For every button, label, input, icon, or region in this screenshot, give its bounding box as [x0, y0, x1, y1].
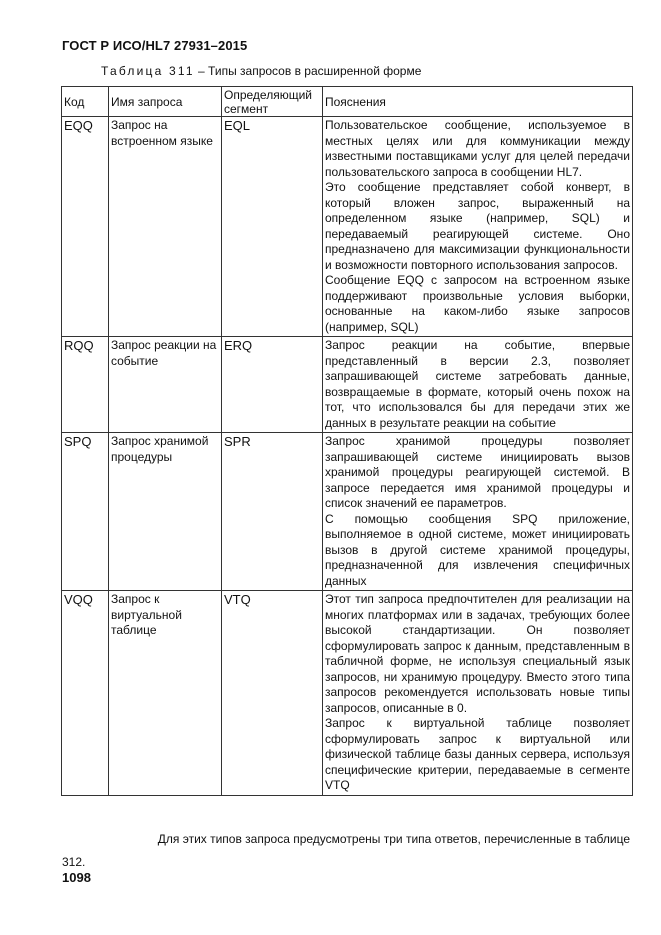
table-row [62, 433, 633, 591]
explanation-paragraph: Сообщение EQQ с запросом на встроенном языке поддерживают произвольные условия выборки, основанные на каком-либо языке запросов (например, SQL) [325, 273, 630, 334]
column-header-segment: Определяющий сегмент [222, 87, 323, 117]
table-row [62, 337, 633, 433]
cell-name: Запрос хранимой процедуры [109, 433, 222, 591]
table-caption-title: – Типы запросов в расширенной форме [194, 64, 422, 78]
cell-explanations [323, 117, 633, 337]
cell-explanations [323, 591, 633, 796]
explanation-paragraph: Этот тип запроса предпочтителен для реализации на многих платформах или в задачах, требующих более высокой стандартизации. Он позволяет сформулировать запрос к данным, представленным в табличной форме, не используя специальный язык запросов, ни хранимую процедуру. Вместо этого типа запросов рекомендуется использовать новые типы запросов, описанные в 0. [325, 592, 630, 715]
table-caption-prefix: Таблица 311 [101, 64, 195, 78]
cell-name: Запрос к виртуальной таблице [109, 591, 222, 796]
cell-segment: VTQ [222, 591, 323, 796]
cell-name: Запрос на встроенном языке [109, 117, 222, 337]
cell-name: Запрос реакции на событие [109, 337, 222, 433]
cell-code: RQQ [62, 337, 109, 433]
table-caption [101, 64, 421, 78]
explanation-paragraph: Запрос реакции на событие, впервые представленный в версии 2.3, позволяет запрашивающей системе затребовать данные, возвращаемые в формате, который очень похож на тот, что использовался бы для передачи этих же данных в результате реакции на событие [325, 338, 630, 430]
cell-segment: EQL [222, 117, 323, 337]
cell-code: EQQ [62, 117, 109, 337]
cell-explanations [323, 337, 633, 433]
footer-paragraph: Для этих типов запроса предусмотрены три типа ответов, перечисленные в таблице [157, 832, 630, 846]
column-header-code: Код [62, 87, 109, 117]
explanation-paragraph: Это сообщение представляет собой конверт, в который вложен запрос, выраженный на определенном языке (например, SQL) и передаваемый реагирующей системе. Оно предназначено для максимизации функциональности и возможности повторного использования запросов. [325, 180, 630, 272]
cell-code: SPQ [62, 433, 109, 591]
column-header-name: Имя запроса [109, 87, 222, 117]
query-types-table [61, 86, 633, 796]
cell-segment: SPR [222, 433, 323, 591]
explanation-paragraph: Запрос хранимой процедуры позволяет запрашивающей системе инициировать вызов хранимой процедуры реагирующей системой. В запросе передается имя хранимой процедуры и список значений ее параметров. [325, 434, 630, 510]
document-standard-header: ГОСТ Р ИСО/HL7 27931–2015 [62, 38, 248, 53]
explanation-paragraph: Пользовательское сообщение, используемое в местных целях или для коммуникации между известными поставщиками услуг для целей передачи пользовательского запроса в сообщении HL7. [325, 118, 630, 179]
table-header-row [62, 87, 633, 117]
table-row [62, 117, 633, 337]
table-row [62, 591, 633, 796]
column-header-explanations: Пояснения [323, 87, 633, 117]
cell-explanations [323, 433, 633, 591]
explanation-paragraph: Запрос к виртуальной таблице позволяет сформулировать запрос к виртуальной или физической таблице базы данных сервера, используя специфические критерии, передаваемые в сегменте VTQ [325, 716, 630, 792]
page-number-large: 1098 [62, 870, 91, 885]
cell-code: VQQ [62, 591, 109, 796]
explanation-paragraph: С помощью сообщения SPQ приложение, выполняемое в одной системе, может инициировать вызов в другой системе хранимой процедуры, предназначенной для извлечения специфичных данных [325, 511, 630, 588]
cell-segment: ERQ [222, 337, 323, 433]
page-number-small: 312. [62, 855, 86, 869]
